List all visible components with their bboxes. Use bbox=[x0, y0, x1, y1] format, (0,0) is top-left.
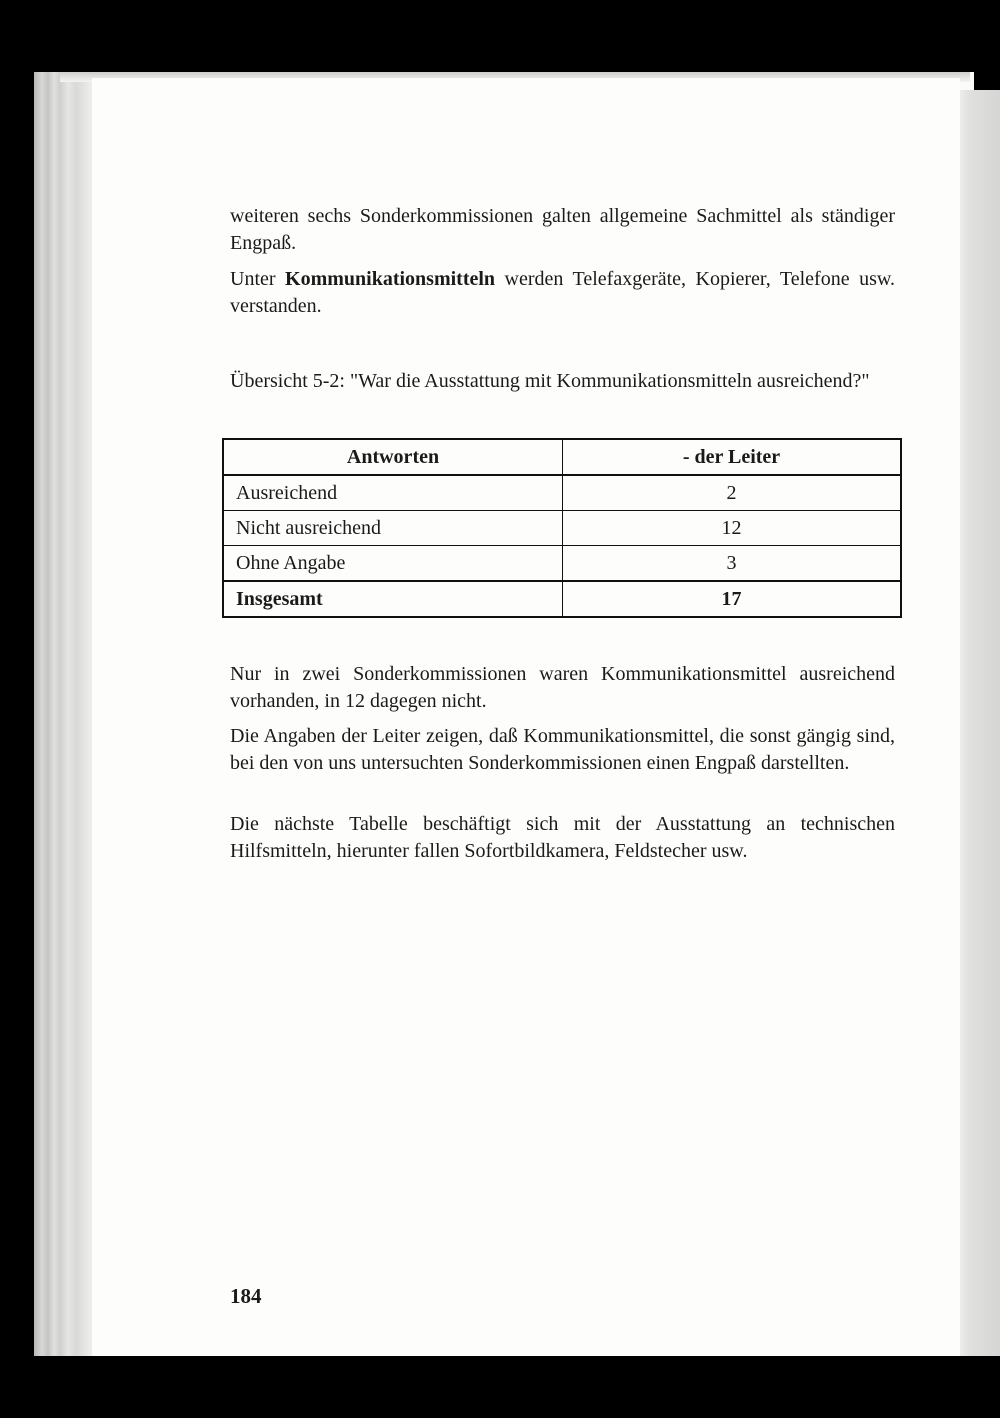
paragraph-engpass: Die Angaben der Leiter zeigen, daß Kommunikationsmittel, die sonst gängig sind, bei den von uns untersuchten Sonderkommissionen einen Engpaß darstellten. bbox=[230, 725, 895, 774]
result-paragraph bbox=[230, 661, 895, 715]
paragraph-sachmittel: weiteren sechs Sonderkommissionen galten allgemeine Sachmittel als ständiger Engpaß. bbox=[230, 205, 895, 254]
definition-suffix: werden Telefaxgeräte, Kopierer, Telefone usw. verstanden. bbox=[230, 268, 895, 317]
paragraph-kommunikationsmittel bbox=[230, 266, 895, 320]
row-value: 12 bbox=[563, 511, 902, 546]
paragraph-hilfsmittel: Die nächste Tabelle beschäftigt sich mit der Ausstattung an technischen Hilfsmitteln, hierunter fallen Sofortbildkamera, Feldstecher usw. bbox=[230, 813, 895, 862]
page-number: 184 bbox=[230, 1284, 262, 1308]
table-caption: Übersicht 5-2: "War die Ausstattung mit Kommunikationsmitteln ausreichend?" bbox=[230, 370, 870, 392]
intro-paragraph bbox=[230, 203, 895, 257]
table-caption-block bbox=[230, 368, 895, 395]
interpretation-paragraph bbox=[230, 723, 895, 777]
paragraph-ausreichend: Nur in zwei Sonderkommissionen waren Kommunikationsmittel ausreichend vorhanden, in 12 dagegen nicht. bbox=[230, 663, 895, 712]
definition-paragraph bbox=[230, 266, 895, 320]
facing-page-edge bbox=[960, 90, 1000, 1356]
table-row bbox=[223, 511, 901, 546]
table-row bbox=[223, 475, 901, 511]
row-label: Ohne Angabe bbox=[223, 546, 563, 582]
definition-prefix: Unter bbox=[230, 268, 286, 290]
row-label: Ausreichend bbox=[223, 475, 563, 511]
row-value: 2 bbox=[563, 475, 902, 511]
header-leiter: - der Leiter bbox=[563, 439, 902, 475]
header-antworten: Antworten bbox=[223, 439, 563, 475]
definition-term: Kommunikationsmitteln bbox=[285, 268, 496, 290]
next-table-paragraph bbox=[230, 811, 895, 865]
table-total-row bbox=[223, 581, 901, 617]
total-value: 17 bbox=[563, 581, 902, 617]
table-row bbox=[223, 546, 901, 582]
total-label: Insgesamt bbox=[223, 581, 563, 617]
row-value: 3 bbox=[563, 546, 902, 582]
results-table bbox=[222, 438, 902, 618]
row-label: Nicht ausreichend bbox=[223, 511, 563, 546]
table-header-row bbox=[223, 439, 901, 475]
